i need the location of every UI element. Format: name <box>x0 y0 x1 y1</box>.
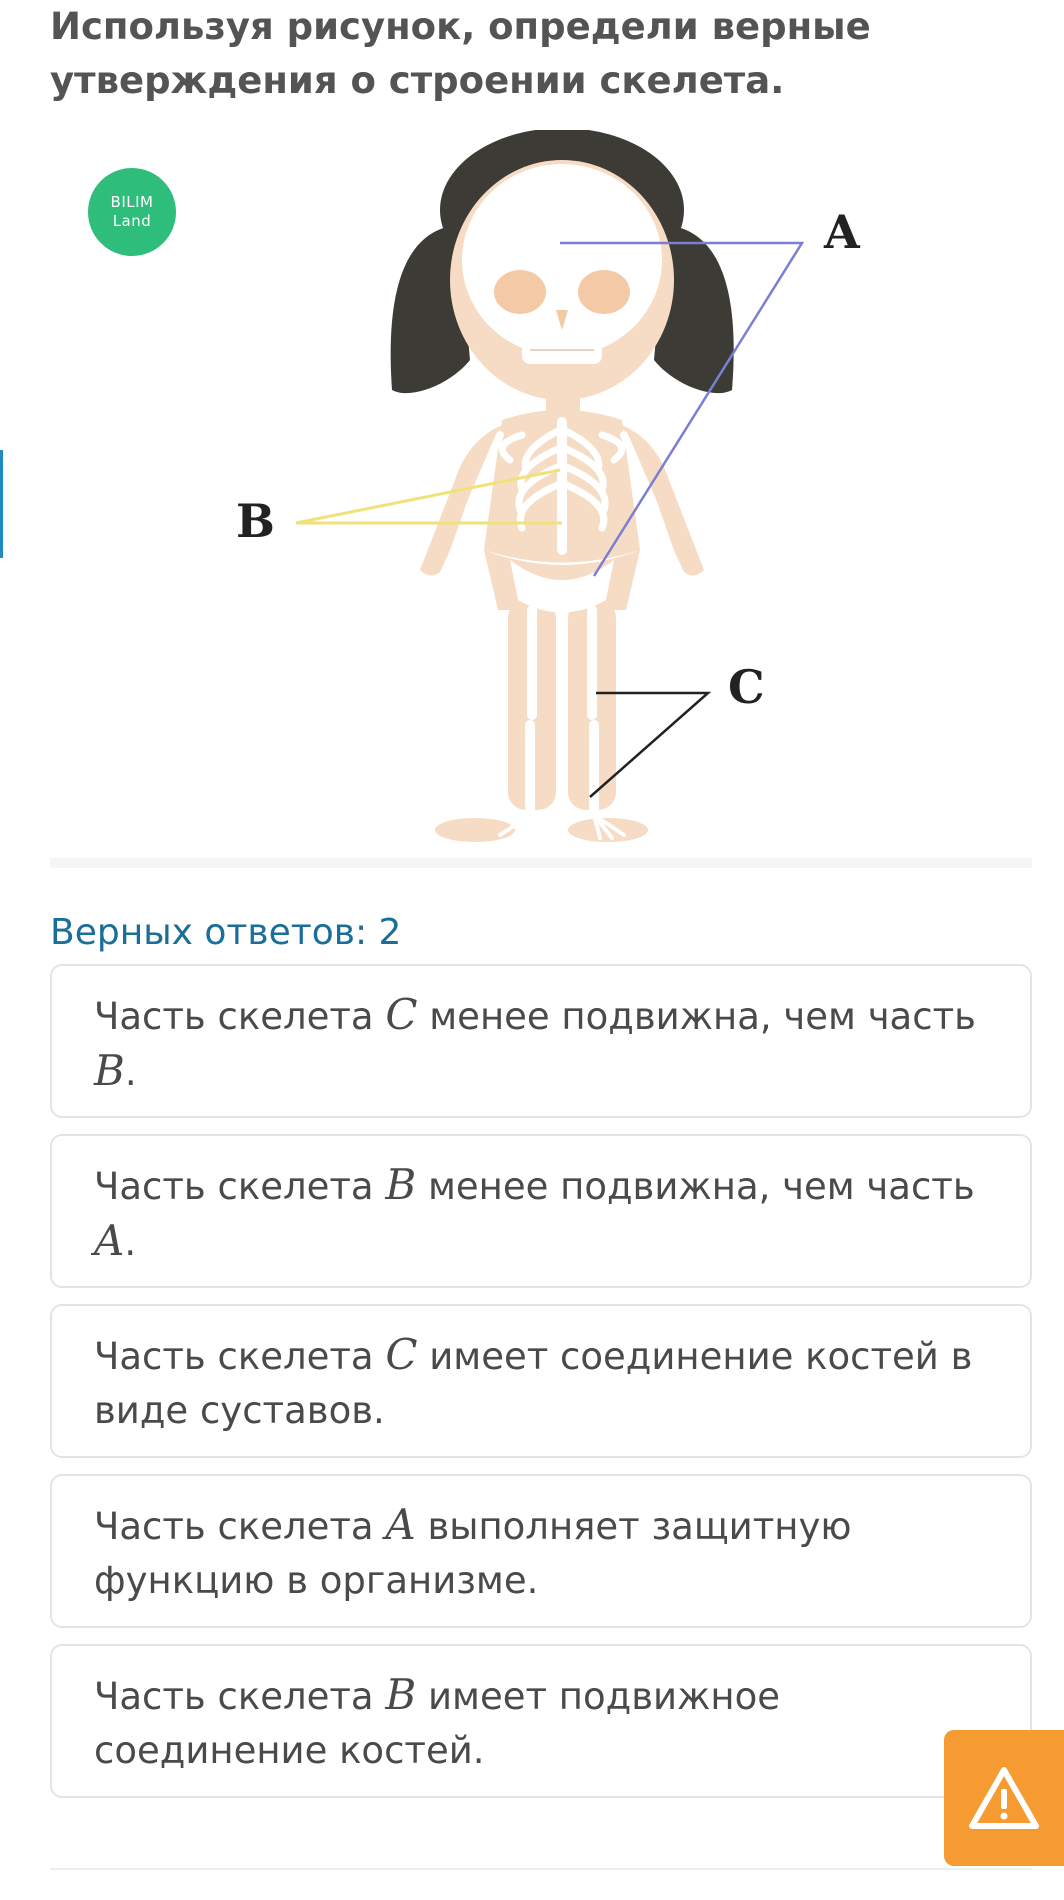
answer-option-5[interactable]: Часть скелета B имеет подвижное соединение костей. <box>50 1644 1032 1798</box>
warning-icon <box>968 1765 1040 1831</box>
report-problem-button[interactable] <box>944 1730 1064 1866</box>
answer-options <box>50 964 1032 1814</box>
section-divider <box>50 858 1032 868</box>
answer-option-1[interactable]: Часть скелета C менее подвижна, чем часть B. <box>50 964 1032 1118</box>
answer-option-2[interactable]: Часть скелета B менее подвижна, чем часть A. <box>50 1134 1032 1288</box>
bilim-land-logo: BILIM Land <box>88 168 176 256</box>
label-c: C <box>728 660 765 714</box>
bottom-divider <box>50 1868 1032 1870</box>
correct-answers-count: Верных ответов: 2 <box>50 912 402 953</box>
skeleton-figure <box>0 130 1064 850</box>
answer-option-4[interactable]: Часть скелета A выполняет защитную функцию в организме. <box>50 1474 1032 1628</box>
answer-option-3[interactable]: Часть скелета C имеет соединение костей в виде суставов. <box>50 1304 1032 1458</box>
label-a: A <box>824 205 860 259</box>
label-b: B <box>236 494 275 548</box>
skeleton-illustration <box>0 130 1064 850</box>
question-title: Используя рисунок, определи верные утверждения о строении скелета. <box>50 5 871 102</box>
